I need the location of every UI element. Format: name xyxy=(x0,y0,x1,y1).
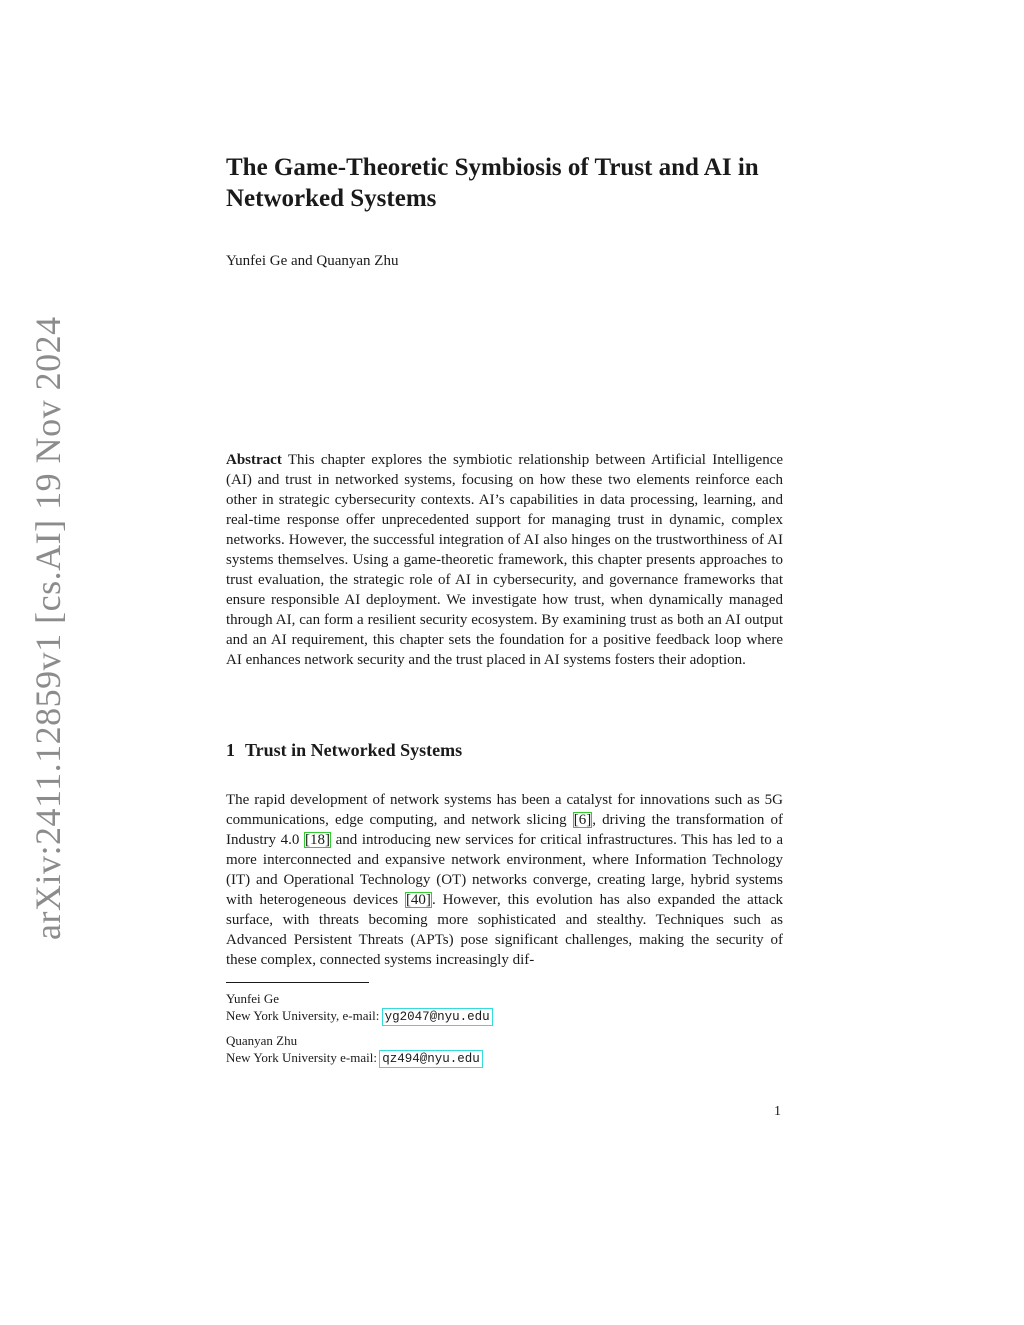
footnote-affiliation: New York University e-mail: xyxy=(226,1050,381,1065)
email-link-yg2047[interactable]: yg2047@nyu.edu xyxy=(384,1010,490,1024)
footnote-divider xyxy=(226,982,369,983)
section-title: Trust in Networked Systems xyxy=(245,740,463,760)
paper-title: The Game-Theoretic Symbiosis of Trust and AI in Networked Systems xyxy=(226,154,759,212)
email-link-qz494[interactable]: qz494@nyu.edu xyxy=(382,1052,480,1066)
body-text-part-1: The rapid development of network systems has been a catalyst for innovations such as 5G communications, edge computing, and network slicing xyxy=(226,792,783,828)
arxiv-identifier: arXiv:2411.12859v1 [cs.AI] 19 Nov 2024 xyxy=(28,316,68,940)
footnote-affiliation: New York University, e-mail: xyxy=(226,1008,383,1023)
footnote-affiliation-line xyxy=(226,1049,482,1068)
body-text-part-4: . However, this evolution has also expanded the attack surface, with threats becoming more sophisticated and stealthy. Techniques such as Advanced Persistent Threats (APTs) pose significant challenges, making the security of these complex, connected systems increasingly dif- xyxy=(226,892,783,968)
section-body xyxy=(226,790,783,970)
body-text-part-3: and introducing new services for critical infrastructures. This has led to a more interconnected and expansive network environment, where Information Technology (IT) and Operational Technology (OT) networks converge, creating large, hybrid systems with heterogeneous devices xyxy=(226,832,784,908)
citation-link-18[interactable]: [18] xyxy=(304,832,330,848)
body-text-part-2: , driving the transformation of Industry 4.0 xyxy=(226,812,783,848)
page-number: 1 xyxy=(774,1104,781,1119)
footnote-author-name: Quanyan Zhu xyxy=(226,1033,298,1048)
abstract-text: This chapter explores the symbiotic relationship between Artificial Intelligence (AI) and trust in networked systems, focusing on how these two elements reinforce each other in strategic cybersecurity contexts. AI’s capabilities in data processing, learning, and real-time response offer unprecedented support for managing trust in dynamic, complex networks. However, the successful integration of AI also hinges on the trustworthiness of AI systems themselves. Using a game-theoretic framework, this chapter presents approaches to trust evaluation, the strategic role of AI in cybersecurity, and governance frameworks that ensure responsible AI deployment. We investigate how trust, when dynamically managed through AI, can form a resilient security ecosystem. By examining trust as both an AI output and an AI requirement, this chapter sets the foundation for a positive feedback loop where AI enhances network security and the trust placed in AI systems fosters their adoption. xyxy=(226,452,784,668)
footnote-author-name: Yunfei Ge xyxy=(226,991,280,1006)
abstract-label: Abstract xyxy=(226,452,282,468)
footnote-author-2 xyxy=(226,1032,482,1068)
section-heading xyxy=(226,740,462,761)
footnote-author-1 xyxy=(226,990,492,1026)
citation-link-6[interactable]: [6] xyxy=(573,812,592,828)
footnote-affiliation-line xyxy=(226,1007,492,1026)
author-list: Yunfei Ge and Quanyan Zhu xyxy=(226,253,399,269)
abstract xyxy=(226,450,783,670)
citation-link-40[interactable]: [40] xyxy=(405,892,431,908)
section-number: 1 xyxy=(226,740,235,760)
